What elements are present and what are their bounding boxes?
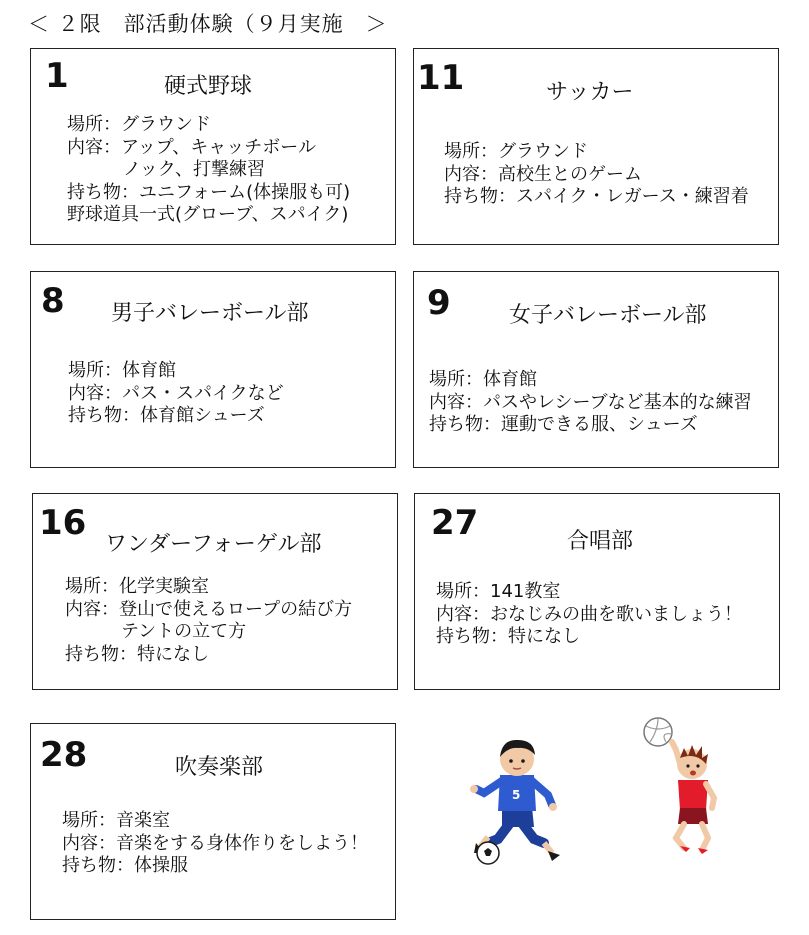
club-number: 28 — [40, 735, 88, 775]
club-number: 1 — [45, 56, 69, 96]
content-line: 内容：高校生とのゲーム — [444, 163, 642, 185]
club-card-wandervogel — [32, 493, 398, 690]
club-name: 合唱部 — [567, 529, 634, 554]
content-line: 内容：おなじみの曲を歌いましょう！ — [436, 603, 742, 625]
club-name: ワンダーフォーゲル部 — [105, 532, 322, 557]
club-details — [62, 810, 368, 878]
content-line-continued: ノック、打撃練習 — [123, 159, 266, 180]
club-name: 吹奏楽部 — [175, 755, 264, 780]
club-card-chorus — [414, 493, 780, 690]
belongings-line-continued: 野球道具一式(グローブ、スパイク) — [67, 204, 349, 225]
location-line: 場所：音楽室 — [62, 810, 170, 831]
club-name: 女子バレーボール部 — [509, 303, 707, 328]
club-details — [67, 114, 350, 227]
content-line: 内容：パスやレシーブなど基本的な練習 — [429, 391, 752, 413]
location-line: 場所：グラウンド — [67, 114, 211, 135]
content-line: 内容：登山で使えるロープの結び方 — [65, 598, 353, 620]
content-line: 内容：アップ、キャッチボール — [67, 136, 316, 158]
club-details — [444, 141, 749, 209]
club-number: 16 — [39, 503, 87, 543]
belongings-line: 持ち物：運動できる服、シューズ — [429, 414, 698, 435]
belongings-line: 持ち物：体育館シューズ — [68, 405, 265, 426]
belongings-line: 持ち物：体操服 — [62, 855, 188, 876]
club-details — [436, 581, 742, 649]
location-line: 場所：141教室 — [436, 581, 561, 602]
club-name: 硬式野球 — [164, 74, 253, 99]
club-card-boys-volleyball — [30, 271, 396, 468]
content-line: 内容：音楽をする身体作りをしよう！ — [62, 832, 368, 854]
location-line: 場所：グラウンド — [444, 141, 588, 162]
club-card-soccer — [413, 48, 779, 245]
page-heading: ＜ ２限 部活動体験（９月実施 ＞ — [28, 12, 388, 36]
club-card-girls-volleyball — [413, 271, 779, 468]
club-card-baseball — [30, 48, 396, 245]
belongings-line: 持ち物：スパイク・レガース・練習着 — [444, 186, 749, 207]
volleyball-player-illustration — [636, 712, 726, 862]
belongings-line: 持ち物：ユニフォーム(体操服も可) — [67, 181, 351, 203]
club-details — [429, 369, 752, 437]
club-number: 27 — [431, 503, 479, 543]
soccer-player-illustration — [462, 735, 572, 870]
club-number: 9 — [427, 283, 451, 323]
club-number: 8 — [41, 281, 65, 321]
svg-text:5: 5 — [512, 788, 521, 802]
club-details — [68, 360, 284, 428]
club-name: サッカー — [546, 80, 634, 105]
content-line: 内容：パス・スパイクなど — [68, 382, 284, 404]
content-line-continued: テントの立て方 — [121, 621, 247, 642]
belongings-line: 持ち物：特になし — [436, 626, 580, 647]
location-line: 場所：体育館 — [429, 369, 537, 390]
belongings-line: 持ち物：特になし — [65, 643, 209, 665]
club-name: 男子バレーボール部 — [111, 301, 309, 326]
club-number: 11 — [417, 58, 465, 98]
club-card-brass-band — [30, 723, 396, 920]
club-details — [65, 576, 352, 666]
location-line: 場所：化学実験室 — [65, 576, 209, 597]
location-line: 場所：体育館 — [68, 360, 176, 381]
